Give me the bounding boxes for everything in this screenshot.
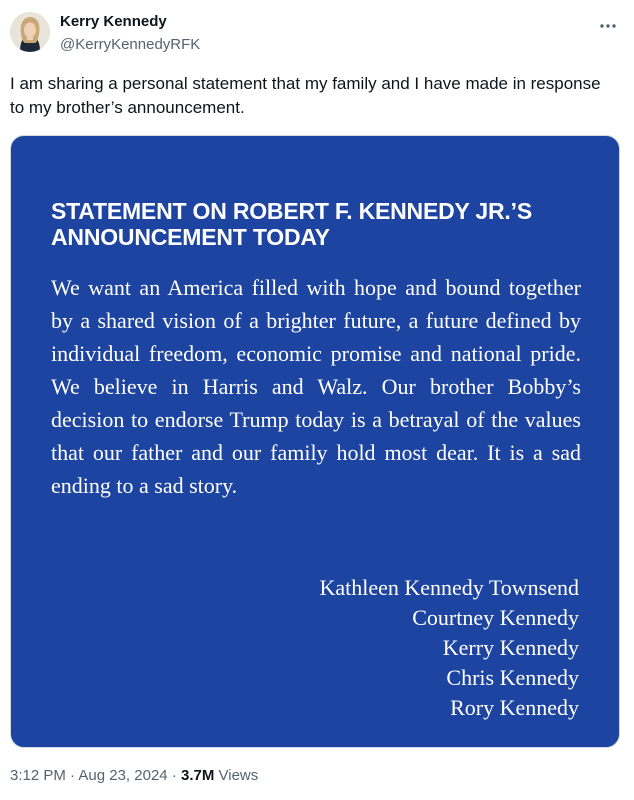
tweet-time[interactable]: 3:12 PM bbox=[10, 767, 66, 784]
signatory: Chris Kennedy bbox=[446, 665, 579, 690]
tweet-date[interactable]: Aug 23, 2024 bbox=[78, 767, 168, 784]
signatory: Rory Kennedy bbox=[450, 695, 579, 720]
author-names bbox=[60, 12, 200, 55]
tweet-text: I am sharing a personal statement that my family and I have made in response to my brother’s announcement. bbox=[10, 74, 601, 117]
signatory: Kathleen Kennedy Townsend bbox=[319, 575, 579, 600]
statement-image[interactable] bbox=[10, 135, 620, 748]
views-label: Views bbox=[218, 767, 259, 784]
more-horizontal-icon[interactable] bbox=[596, 14, 620, 38]
statement-body: We want an America filled with hope and bound together by a shared vision of a brighter future, a future defined by individual freedom, economic promise and national pride. We believe in Harris and Walz. Our brother Bobby’s decision to endorse Trump today is a betrayal of the values that our father and our family hold most dear. It is a sad ending to a sad story. bbox=[51, 275, 581, 498]
views-count: 3.7M bbox=[180, 767, 215, 784]
tweet-header bbox=[10, 10, 624, 58]
meta-separator: · bbox=[171, 767, 177, 784]
avatar[interactable] bbox=[10, 12, 50, 52]
signatory: Courtney Kennedy bbox=[412, 605, 579, 630]
statement-signatories bbox=[319, 573, 579, 723]
statement-title: STATEMENT ON ROBERT F. KENNEDY JR.’S ANNOUNCEMENT TODAY bbox=[51, 198, 532, 250]
author-display-name[interactable]: Kerry Kennedy bbox=[60, 13, 167, 30]
signatory: Kerry Kennedy bbox=[442, 635, 579, 660]
meta-separator: · bbox=[70, 767, 76, 784]
author-handle[interactable]: @KerryKennedyRFK bbox=[60, 36, 201, 53]
tweet-meta bbox=[10, 766, 258, 786]
